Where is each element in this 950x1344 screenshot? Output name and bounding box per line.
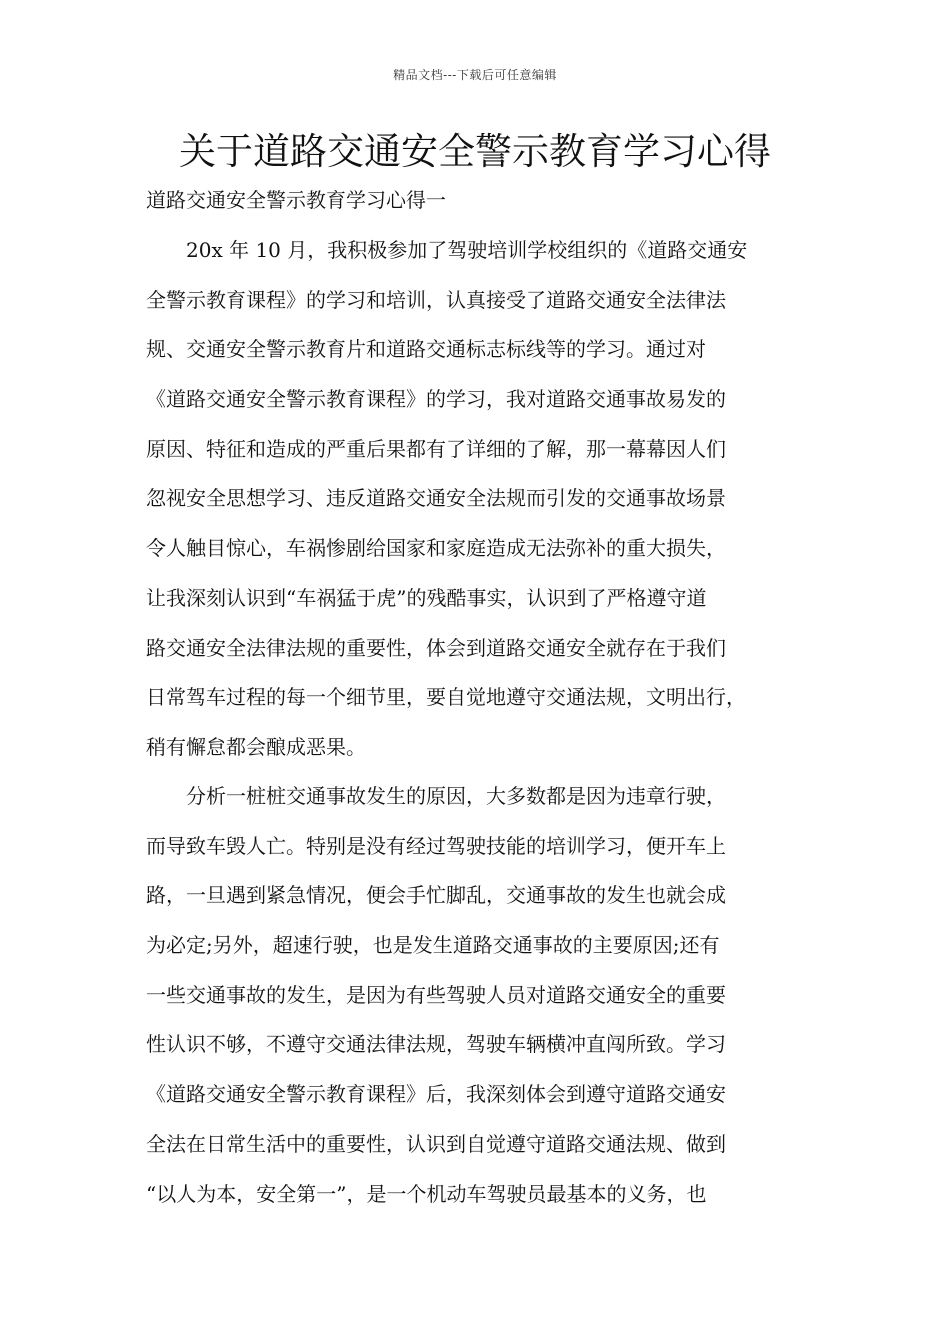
paragraph-1: [146, 226, 826, 773]
text-line: 一些交通事故的发生，是因为有些驾驶人员对道路交通安全的重要: [146, 982, 726, 1007]
text-line: 稍有懈怠都会酿成恶果。: [146, 734, 366, 759]
text-line: 让我深刻认识到“车祸猛于虎”的残酷事实，认识到了严格遵守道: [146, 585, 707, 610]
section-subtitle: 道路交通安全警示教育学习心得一: [146, 188, 446, 212]
text-line: 全警示教育课程》的学习和培训，认真接受了道路交通安全法律法: [146, 287, 726, 312]
text-line: 路交通安全法律法规的重要性，体会到道路交通安全就存在于我们: [146, 635, 726, 660]
header-note: 精品文档---下载后可任意编辑: [393, 68, 557, 82]
text-line: 忽视安全思想学习、违反道路交通安全法规而引发的交通事故场景: [146, 486, 726, 511]
text-line: 《道路交通安全警示教育课程》后，我深刻体会到遵守道路交通安: [146, 1082, 726, 1107]
text-line: 性认识不够，不遵守交通法律法规，驾驶车辆横冲直闯所致。学习: [146, 1032, 726, 1057]
text-line: 令人触目惊心，车祸惨剧给国家和家庭造成无法弥补的重大损失，: [146, 536, 726, 561]
document-title: 关于道路交通安全警示教育学习心得: [179, 130, 771, 173]
paragraph-2: [146, 772, 826, 1219]
text-line: 日常驾车过程的每一个细节里，要自觉地遵守交通法规，文明出行，: [146, 685, 746, 710]
text-line: 路，一旦遇到紧急情况，便会手忙脚乱，交通事故的发生也就会成: [146, 883, 726, 908]
text-line: 分析一桩桩交通事故发生的原因，大多数都是因为违章行驶，: [146, 784, 726, 808]
text-line: 为必定;另外，超速行驶，也是发生道路交通事故的主要原因;还有: [146, 933, 720, 958]
text-line: 全法在日常生活中的重要性，认识到自觉遵守道路交通法规、做到: [146, 1131, 726, 1156]
text-line: 《道路交通安全警示教育课程》的学习，我对道路交通事故易发的: [146, 387, 726, 412]
text-line: 原因、特征和造成的严重后果都有了详细的了解，那一幕幕因人们: [146, 436, 726, 461]
text-line: 20x 年 10 月，我积极参加了驾驶培训学校组织的《道路交通安: [146, 238, 748, 262]
text-line: “以人为本，安全第一”，是一个机动车驾驶员最基本的义务，也: [146, 1181, 707, 1206]
text-line: 规、交通安全警示教育片和道路交通标志标线等的学习。通过对: [146, 337, 706, 362]
text-line: 而导致车毁人亡。特别是没有经过驾驶技能的培训学习，便开车上: [146, 833, 726, 858]
